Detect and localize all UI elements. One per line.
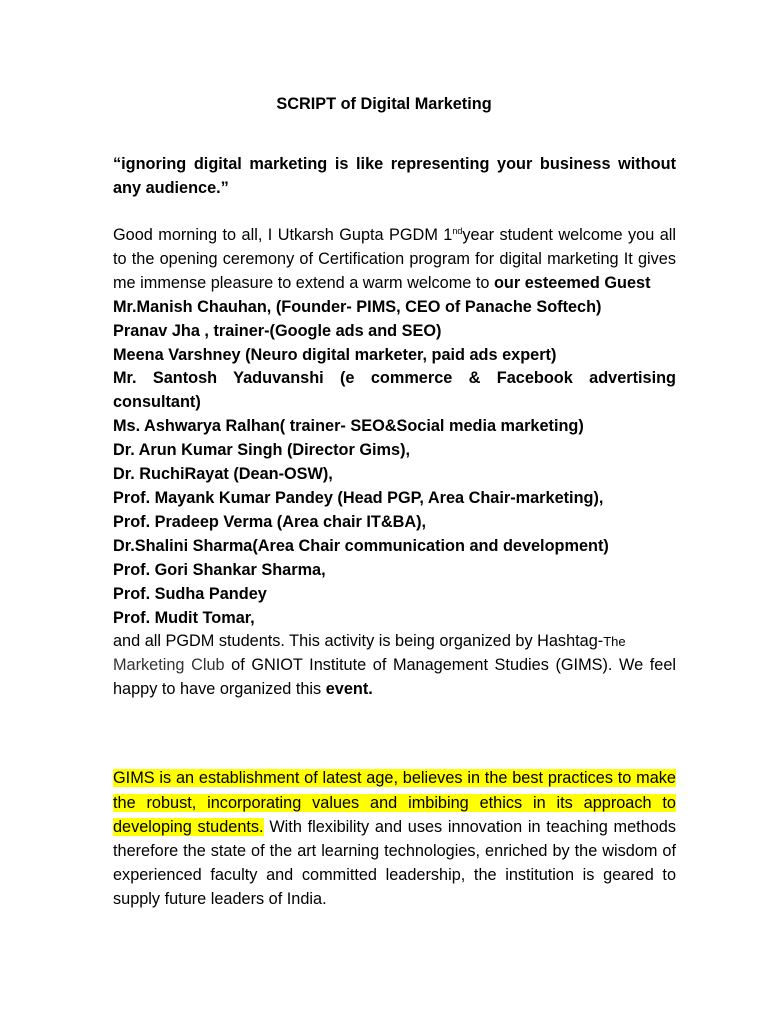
guest-item: Dr.Shalini Sharma(Area Chair communication and development) bbox=[113, 536, 609, 555]
opening-quote: “ignoring digital marketing is like representing your business without any audience.” bbox=[113, 155, 676, 197]
guest-item: Prof. Sudha Pandey bbox=[113, 584, 267, 603]
gims-paragraph bbox=[113, 766, 676, 911]
closing-text-1: and all PGDM students. This activity is being organized by Hashtag- bbox=[113, 632, 604, 651]
intro-paragraph bbox=[113, 224, 676, 296]
gims-text: With flexibility and uses innovation in teaching methods therefore the state of the art learning technologies, enriched by the wisdom of experienced faculty and committed leadership, the institution is geared to supply future leaders of India. bbox=[113, 817, 677, 909]
guest-item: Meena Varshney (Neuro digital marketer, paid ads expert) bbox=[113, 345, 557, 364]
intro-text-2: year student welcome you all to the opening ceremony of Certification program for digital marketing It gives me immense pleasure to extend a warm welcome to bbox=[113, 226, 676, 292]
guest-item: Dr. Arun Kumar Singh (Director Gims), bbox=[113, 441, 411, 460]
ordinal-suffix: nd bbox=[452, 226, 463, 236]
intro-text-1: Good morning to all, I Utkarsh Gupta PGDM 1 bbox=[113, 226, 453, 244]
highlighted-text: GIMS is an establishment of latest age, believes in the best practices to make the robust, incorporating values and imbibing ethics in its approach to developing students. bbox=[113, 769, 676, 836]
guest-item: Prof. Mudit Tomar, bbox=[113, 608, 255, 627]
esteemed-guest-label: our esteemed Guest bbox=[493, 273, 651, 292]
closing-text-2: of GNIOT Institute of Management Studies (GIMS). We feel happy to have organized this bbox=[113, 656, 676, 699]
guest-item: Dr. RuchiRayat (Dean-OSW), bbox=[113, 465, 333, 484]
guest-item: Prof. Gori Shankar Sharma, bbox=[113, 560, 326, 579]
guest-item: Pranav Jha , trainer-(Google ads and SEO) bbox=[113, 321, 442, 340]
document-title: SCRIPT of Digital Marketing bbox=[276, 95, 492, 113]
guest-item: Mr. Santosh Yaduvanshi (e commerce & Facebook advertising consultant) bbox=[113, 369, 676, 412]
guest-item: Mr.Manish Chauhan, (Founder- PIMS, CEO of Panache Softech) bbox=[113, 297, 602, 316]
marketing-club-name: Marketing Club bbox=[113, 656, 225, 675]
guest-item: Ms. Ashwarya Ralhan( trainer- SEO&Social media marketing) bbox=[113, 417, 584, 436]
closing-paragraph bbox=[113, 630, 676, 702]
event-word: event. bbox=[325, 680, 373, 699]
guest-item: Prof. Mayank Kumar Pandey (Head PGP, Area Chair-marketing), bbox=[113, 488, 604, 507]
guest-item: Prof. Pradeep Verma (Area chair IT&BA), bbox=[113, 512, 427, 531]
the-word: The bbox=[603, 634, 626, 650]
welcome-section bbox=[113, 224, 676, 702]
